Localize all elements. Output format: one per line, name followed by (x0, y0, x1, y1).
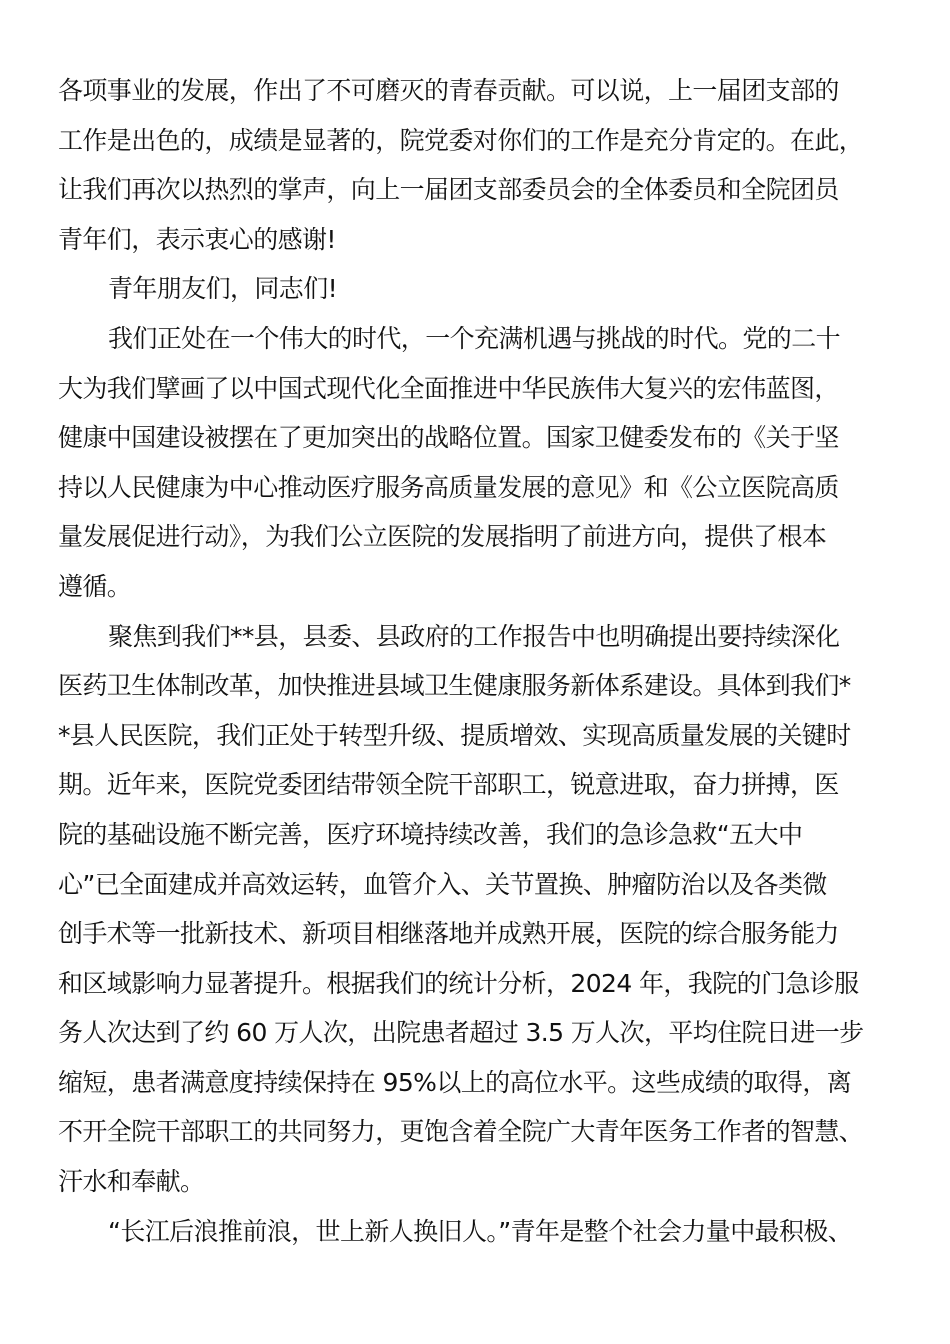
text-line: 创手术等一批新技术、新项目相继落地并成熟开展，医院的综合服务能力 (58, 919, 839, 949)
text-line: 各项事业的发展，作出了不可磨灭的青春贡献。可以说，上一届团支部的 (58, 76, 839, 105)
text-line: 大为我们擘画了以中国式现代化全面推进中华民族伟大复兴的宏伟蓝图， (58, 373, 839, 403)
text-line: “长江后浪推前浪，世上新人换旧人。”青年是整个社会力量中最积极、 (108, 1216, 853, 1246)
paragraph-2-salutation (58, 264, 898, 314)
text-line: 务人次达到了约 60 万人次，出院患者超过 3.5 万人次，平均住院日进一步 (58, 1018, 864, 1048)
paragraph-4 (58, 612, 898, 1207)
text-line: 持以人民健康为中心推动医疗服务高质量发展的意见》和《公立医院高质 (58, 472, 839, 502)
text-line: 汗水和奉献。 (58, 1167, 205, 1197)
text-line: 院的基础设施不断完善，医疗环境持续改善，我们的急诊急救“五大中 (58, 819, 803, 849)
text-line: 量发展促进行动》，为我们公立医院的发展指明了前进方向，提供了根本 (58, 522, 827, 552)
document-body (58, 66, 898, 1256)
text-line: 期。近年来，医院党委团结带领全院干部职工，锐意进取，奋力拼搏，医 (58, 770, 839, 800)
text-line: 聚焦到我们**县，县委、县政府的工作报告中也明确提出要持续深化 (108, 621, 840, 651)
paragraph-3 (58, 314, 898, 612)
text-line: 工作是出色的，成绩是显著的，院党委对你们的工作是充分肯定的。在此， (58, 125, 864, 155)
text-line: 遵循。 (58, 571, 132, 601)
text-line: 缩短，患者满意度持续保持在 95%以上的高位水平。这些成绩的取得，离 (58, 1067, 852, 1097)
text-line: 青年朋友们，同志们! (108, 274, 338, 304)
text-line: 医药卫生体制改革，加快推进县域卫生健康服务新体系建设。具体到我们* (58, 671, 851, 701)
text-line: 健康中国建设被摆在了更加突出的战略位置。国家卫健委发布的《关于坚 (58, 423, 839, 453)
paragraph-1 (58, 66, 898, 264)
paragraph-5 (58, 1207, 898, 1257)
text-line: 和区域影响力显著提升。根据我们的统计分析，2024 年，我院的门急诊服 (58, 968, 859, 998)
text-line: 我们正处在一个伟大的时代，一个充满机遇与挑战的时代。党的二十 (108, 323, 841, 353)
text-line: 心”已全面建成并高效运转，血管介入、关节置换、肿瘤防治以及各类微 (58, 869, 827, 899)
text-line: 不开全院干部职工的共同努力，更饱含着全院广大青年医务工作者的智慧、 (58, 1117, 864, 1147)
text-line: 让我们再次以热烈的掌声，向上一届团支部委员会的全体委员和全院团员 (58, 175, 839, 205)
text-line: 青年们，表示衷心的感谢! (58, 224, 336, 254)
text-line: *县人民医院，我们正处于转型升级、提质增效、实现高质量发展的关键时 (58, 720, 851, 750)
